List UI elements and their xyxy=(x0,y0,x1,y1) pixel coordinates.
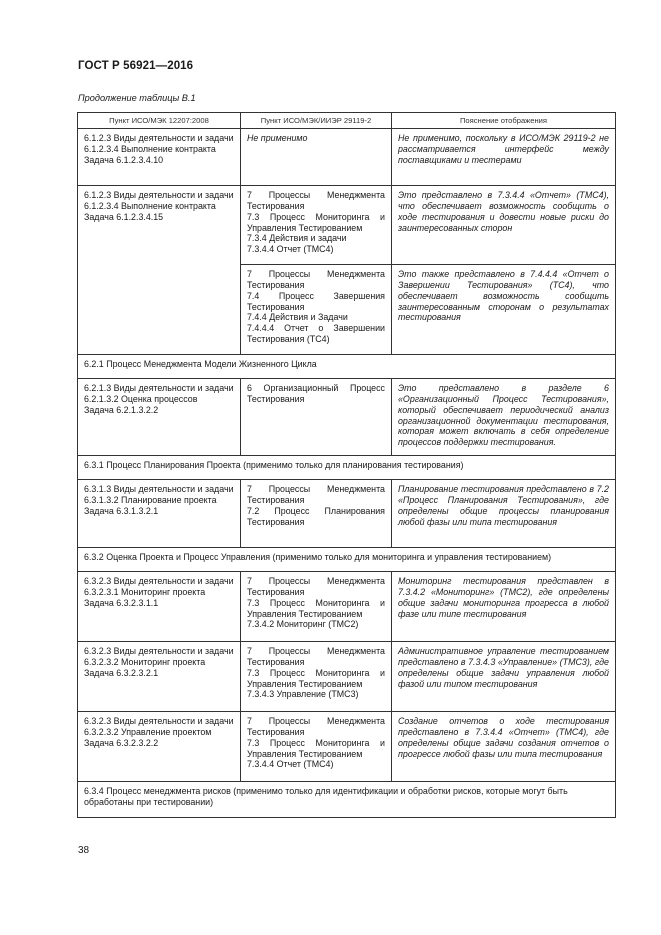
section-heading-cell: 6.3.2 Оценка Проекта и Процесс Управления (применимо только для мониторинга и управления тестированием) xyxy=(78,548,616,572)
clause-line: 6.3.2.3 Виды деятельности и задачи xyxy=(84,646,234,656)
clause-line: Не применимо xyxy=(247,133,308,143)
iso29119-clause-cell xyxy=(241,186,392,265)
section-heading-cell: 6.3.4 Процесс менеджмента рисков (применимо только для идентификации и обработки рисков, которые могут быть обработаны при тестировании) xyxy=(78,782,616,818)
clause-line: 6.3.2.3.1 Мониторинг проекта xyxy=(84,586,206,597)
iso12207-clause-cell xyxy=(78,480,241,548)
iso12207-clause-cell xyxy=(78,379,241,456)
iso29119-clause-cell xyxy=(241,572,392,642)
mapping-table xyxy=(77,112,616,818)
section-row xyxy=(78,456,616,480)
table-row xyxy=(78,129,616,186)
mapping-explanation-cell: Не применимо, поскольку в ИСО/МЭК 29119-2 не рассматривается интерфейс между поставщиками и тестерами xyxy=(392,129,616,186)
clause-line: 7 Процессы Менеджмента Тестирования xyxy=(247,269,385,290)
table-continuation-caption: Продолжение таблицы В.1 xyxy=(78,93,196,103)
clause-line: 6.1.2.3.4 Выполнение контракта xyxy=(84,143,216,154)
section-row xyxy=(78,782,616,818)
iso29119-clause-cell xyxy=(241,642,392,712)
clause-line: 6.3.1.3.2 Планирование проекта xyxy=(84,494,217,505)
clause-line: Задача 6.3.2.3.1.1 xyxy=(84,597,159,608)
clause-line: 7.3 Процесс Мониторинга и Управления Тестированием xyxy=(247,667,385,689)
clause-line: 7.3.4.3 Управление (ТМС3) xyxy=(247,689,359,700)
column-header: Пункт ИСО/МЭК 12207:2008 xyxy=(78,113,241,129)
clause-line: Задача 6.2.1.3.2.2 xyxy=(84,404,159,415)
clause-line: 7 Процессы Менеджмента Тестирования xyxy=(247,190,385,211)
clause-line: 7 Процессы Менеджмента Тестирования xyxy=(247,484,385,505)
table-row xyxy=(78,642,616,712)
clause-line: 6.3.2.3.2 Управление проектом xyxy=(84,726,212,737)
clause-line: 7.3 Процесс Мониторинга и Управления Тестированием xyxy=(247,737,385,759)
clause-line: 7 Процессы Менеджмента Тестирования xyxy=(247,716,385,737)
clause-line: 6 Организационный Процесс Тестирования xyxy=(247,383,385,404)
iso12207-clause-cell xyxy=(78,186,241,355)
iso12207-clause-cell xyxy=(78,642,241,712)
iso12207-clause-cell xyxy=(78,712,241,782)
clause-line: 7 Процессы Менеджмента Тестирования xyxy=(247,646,385,667)
iso29119-clause-cell xyxy=(241,379,392,456)
clause-line: Задача 6.3.2.3.2.2 xyxy=(84,737,159,748)
clause-line: 6.3.1.3 Виды деятельности и задачи xyxy=(84,484,234,494)
clause-line: 7.4.4 Действия и Задачи xyxy=(247,312,348,323)
clause-line: 6.2.1.3.2 Оценка процессов xyxy=(84,393,198,404)
section-heading-cell: 6.2.1 Процесс Менеджмента Модели Жизненного Цикла xyxy=(78,355,616,379)
table-row xyxy=(78,186,616,265)
clause-line: 7.3.4.4 Отчет (ТМС4) xyxy=(247,244,334,255)
clause-line: Задача 6.1.2.3.4.10 xyxy=(84,154,164,165)
clause-line: 7.2 Процесс Планирования Тестирования xyxy=(247,505,385,527)
clause-line: 7.3.4 Действия и задачи xyxy=(247,233,347,244)
mapping-explanation-cell: Создание отчетов о ходе тестирования представлено в 7.3.4.4 «Отчет» (ТМС4), где определены общие задачи создания отчетов о прогрессе любой фазы или типа тестирования xyxy=(392,712,616,782)
clause-line: 6.1.2.3 Виды деятельности и задачи xyxy=(84,133,234,143)
table-row xyxy=(78,712,616,782)
page-number: 38 xyxy=(78,845,90,856)
clause-line: 6.1.2.3.4 Выполнение контракта xyxy=(84,200,216,211)
section-row xyxy=(78,355,616,379)
iso29119-clause-cell xyxy=(241,265,392,355)
document-standard-title: ГОСТ Р 56921—2016 xyxy=(78,60,194,72)
mapping-explanation-cell: Планирование тестирования представлено в 7.2 «Процесс Планирования Тестирования», где определены общие процессы планирования любой фазы или типа тестирования xyxy=(392,480,616,548)
mapping-explanation-cell: Административное управление тестированием представлено в 7.3.4.3 «Управление» (ТМС3), где определены общие задачи управления любой фазой или типом тестирования xyxy=(392,642,616,712)
iso12207-clause-cell xyxy=(78,129,241,186)
table-header-row xyxy=(78,113,616,129)
mapping-explanation-cell: Это представлено в разделе 6 «Организационный Процесс Тестирования», который обеспечивает периодический анализ организационной документации тестирования, которая может включать в себя определение процессов поддержки тестирования. xyxy=(392,379,616,456)
table-row xyxy=(78,480,616,548)
clause-line: 6.3.2.3 Виды деятельности и задачи xyxy=(84,576,234,586)
iso12207-clause-cell xyxy=(78,572,241,642)
iso29119-clause-cell xyxy=(241,712,392,782)
clause-line: 6.2.1.3 Виды деятельности и задачи xyxy=(84,383,234,393)
clause-line: Задача 6.3.1.3.2.1 xyxy=(84,505,159,516)
clause-line: Задача 6.3.2.3.2.1 xyxy=(84,667,159,678)
clause-line: Задача 6.1.2.3.4.15 xyxy=(84,211,164,222)
iso29119-clause-cell xyxy=(241,129,392,186)
clause-line: 7 Процессы Менеджмента Тестирования xyxy=(247,576,385,597)
column-header: Пункт ИСО/МЭК/ИИЭР 29119-2 xyxy=(241,113,392,129)
clause-line: 7.3.4.2 Мониторинг (ТМС2) xyxy=(247,619,359,630)
clause-line: 7.3 Процесс Мониторинга и Управления Тестированием xyxy=(247,597,385,619)
table-row xyxy=(78,379,616,456)
clause-line: 7.4 Процесс Завершения Тестирования xyxy=(247,290,385,312)
section-heading-cell: 6.3.1 Процесс Планирования Проекта (применимо только для планирования тестирования) xyxy=(78,456,616,480)
clause-line: 6.3.2.3.2 Мониторинг проекта xyxy=(84,656,206,667)
mapping-explanation-cell: Мониторинг тестирования представлен в 7.3.4.2 «Мониторинг» (ТМС2), где определены общие задачи мониторинга прогресса в любой фазе или типе тестирования xyxy=(392,572,616,642)
column-header: Пояснение отображения xyxy=(392,113,616,129)
clause-line: 7.3.4.4 Отчет (ТМС4) xyxy=(247,759,334,770)
clause-line: 6.1.2.3 Виды деятельности и задачи xyxy=(84,190,234,200)
mapping-explanation-cell: Это представлено в 7.3.4.4 «Отчет» (ТМС4), что обеспечивает возможность сообщить о ходе тестирования и довести новые риски до заинтересованных сторон xyxy=(392,186,616,265)
clause-line: 6.3.2.3 Виды деятельности и задачи xyxy=(84,716,234,726)
mapping-explanation-cell: Это также представлено в 7.4.4.4 «Отчет о Завершении Тестирования» (ТС4), что обеспечивает возможность сообщить заинтересованным сторонам о результатах тестирования xyxy=(392,265,616,355)
clause-line: 7.4.4.4 Отчет о Завершении Тестирования (ТС4) xyxy=(247,323,385,345)
iso29119-clause-cell xyxy=(241,480,392,548)
clause-line: 7.3 Процесс Мониторинга и Управления Тестированием xyxy=(247,211,385,233)
table-row xyxy=(78,572,616,642)
section-row xyxy=(78,548,616,572)
